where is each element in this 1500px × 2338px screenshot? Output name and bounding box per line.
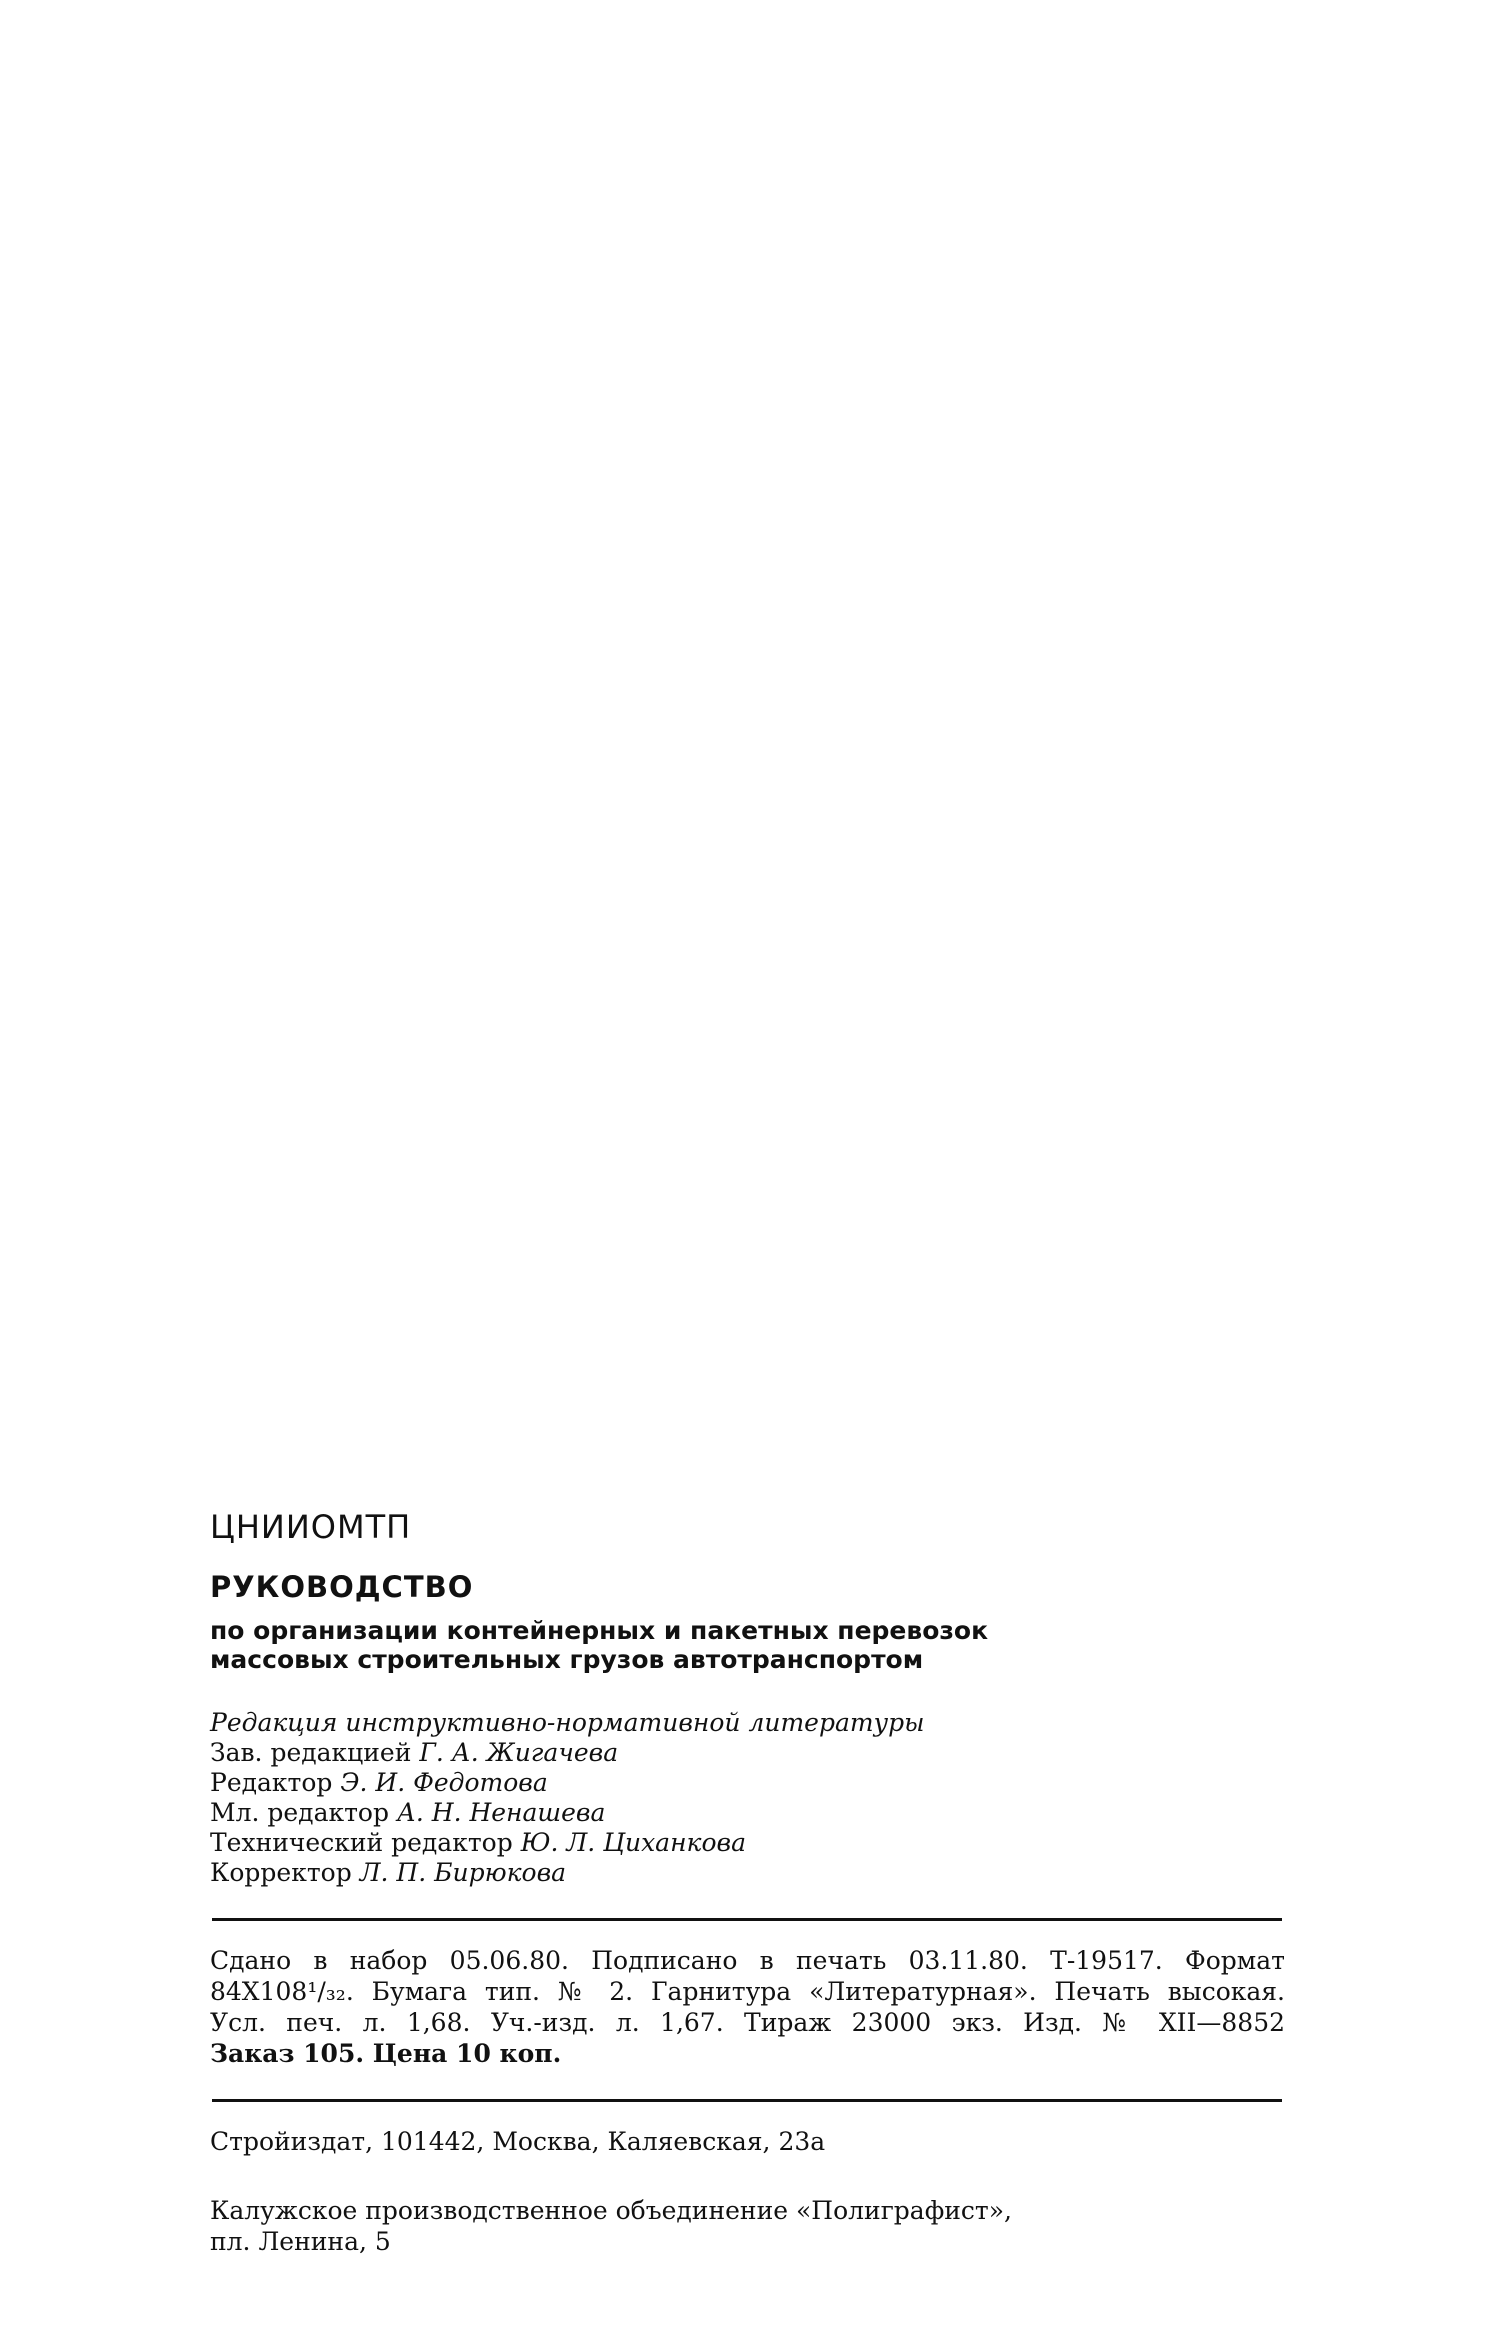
credit-name: Г. А. Жигачева	[419, 1738, 619, 1767]
printer-address: пл. Ленина, 5	[210, 2227, 391, 2256]
credit-role: Технический редактор	[210, 1828, 513, 1857]
credit-name: Ю. Л. Циханкова	[520, 1828, 746, 1857]
price-value: 10 коп.	[456, 2039, 562, 2068]
credit-head-of-department	[210, 1738, 1290, 1768]
credit-editor	[210, 1768, 1290, 1798]
order-number: 105.	[303, 2039, 365, 2068]
printer-info	[210, 2195, 1290, 2257]
print-details	[210, 1945, 1285, 2069]
document-subtitle-line-1: по организации контейнерных и пакетных перевозок	[210, 1616, 989, 1645]
credit-role: Зав. редакцией	[210, 1738, 412, 1767]
price-label: Цена	[372, 2039, 448, 2068]
credit-name: Э. И. Федотова	[340, 1768, 548, 1797]
imprint-block	[210, 1508, 1290, 2257]
credit-proofreader	[210, 1858, 1290, 1888]
divider-rule	[212, 1918, 1282, 1921]
divider-rule	[212, 2099, 1282, 2102]
printer-name: Калужское производственное объединение «Полиграфист»,	[210, 2196, 1013, 2225]
print-details-line: Сдано в набор 05.06.80. Подписано в печать 03.11.80. Т-19517. Формат	[210, 1946, 1285, 1975]
print-order-and-price	[210, 2038, 1285, 2069]
credit-role: Корректор	[210, 1858, 352, 1887]
document-subtitle-line-2: массовых строительных грузов автотранспортом	[210, 1645, 924, 1674]
editorial-department: Редакция инструктивно-нормативной литературы	[210, 1708, 925, 1737]
print-details-line: 84Х108¹/₃₂. Бумага тип. № 2. Гарнитура «Литературная». Печать высокая.	[210, 1977, 1285, 2006]
credit-role: Мл. редактор	[210, 1798, 389, 1827]
organization-name: ЦНИИОМТП	[210, 1508, 412, 1546]
document-title: РУКОВОДСТВО	[210, 1570, 474, 1604]
order-label: Заказ	[210, 2039, 295, 2068]
publisher-address: Стройиздат, 101442, Москва, Каляевская, 23а	[210, 2127, 826, 2156]
credit-technical-editor	[210, 1828, 1290, 1858]
editorial-credits	[210, 1708, 1290, 1888]
credit-role: Редактор	[210, 1768, 333, 1797]
credit-name: Л. П. Бирюкова	[359, 1858, 567, 1887]
print-details-line: Усл. печ. л. 1,68. Уч.-изд. л. 1,67. Тираж 23000 экз. Изд. № XII—8852	[210, 2008, 1285, 2037]
credit-name: А. Н. Ненашева	[396, 1798, 606, 1827]
credit-junior-editor	[210, 1798, 1290, 1828]
